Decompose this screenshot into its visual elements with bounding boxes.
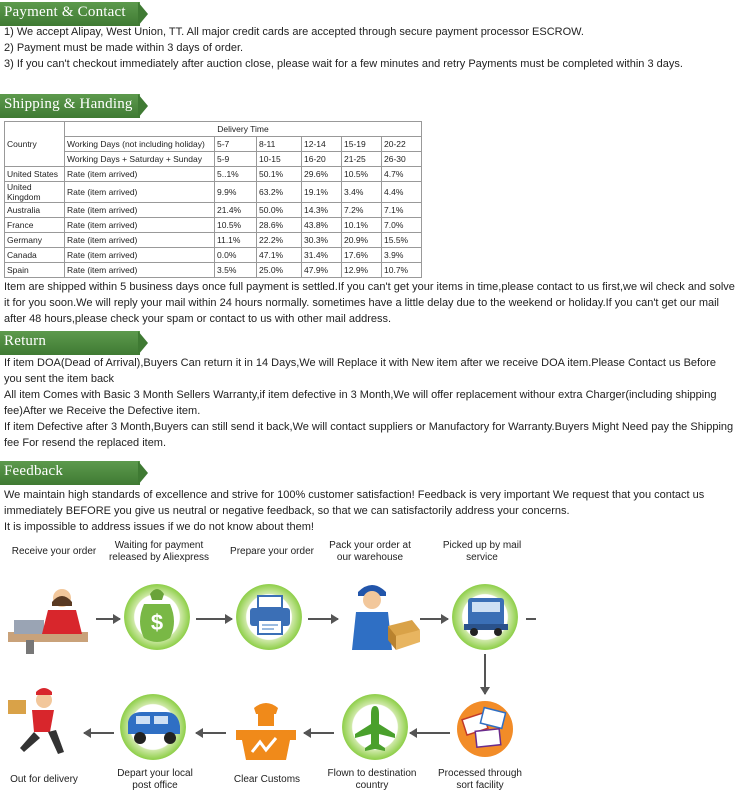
table-cell: 10.7% (382, 263, 422, 278)
customs-officer-icon (232, 700, 300, 764)
payment-section (0, 2, 740, 72)
flow-step-label: Flown to destination country (327, 768, 417, 791)
flow-arrow (96, 618, 120, 620)
table-cell: 50.1% (257, 167, 302, 182)
worker-with-box-icon (344, 578, 422, 654)
flow-arrow (304, 732, 334, 734)
table-cell: 10.5% (342, 167, 382, 182)
table-cell: 21-25 (342, 152, 382, 167)
flow-step (222, 546, 322, 558)
flow-step-label: Receive your order (11, 546, 97, 557)
flow-step (430, 768, 530, 792)
return-line: All item Comes with Basic 3 Month Sellers Warranty,if item defective in 3 Month,We will offer replacement withour extra Charger(including shipping fee)After we Receive the Defective item. (4, 389, 717, 417)
flow-step (434, 540, 530, 564)
table-cell: 20-22 (382, 137, 422, 152)
table-cell: 25.0% (257, 263, 302, 278)
table-cell: 12-14 (302, 137, 342, 152)
return-text (0, 355, 740, 451)
flow-step-label: Out for delivery (10, 774, 78, 785)
table-cell: 5..1% (215, 167, 257, 182)
table-row (5, 122, 422, 137)
order-flow (0, 536, 740, 800)
flow-step-label: Prepare your order (230, 546, 314, 557)
return-line: If item Defective after 3 Month,Buyers can still send it back,We will contact suppliers or Manufactory for Warranty.Buyers Might Need pay the Shipping fee For resend the replaced item. (4, 421, 734, 449)
return-section (0, 331, 740, 451)
table-cell: Working Days (not including holiday) (65, 137, 215, 152)
table-cell: 12.9% (342, 263, 382, 278)
truck-icon (460, 594, 512, 638)
table-row (5, 233, 422, 248)
table-cell: 63.2% (257, 182, 302, 203)
payment-title: Payment & Contact (4, 4, 126, 20)
airplane-icon (350, 702, 400, 752)
table-cell: 7.0% (382, 218, 422, 233)
flow-step-label: Depart your local post office (117, 768, 193, 791)
flow-step (222, 774, 312, 786)
running-courier-icon (4, 688, 74, 764)
return-title: Return (4, 333, 47, 349)
metric-cell: Rate (item arrived) (65, 203, 215, 218)
country-cell: Germany (5, 233, 65, 248)
table-cell: 22.2% (257, 233, 302, 248)
person-at-laptop-icon (6, 580, 92, 656)
table-cell: 26-30 (382, 152, 422, 167)
feedback-line: It is impossible to address issues if we do not know about them! (4, 521, 314, 533)
payment-text (0, 24, 740, 72)
flow-step-label: Pack your order at our warehouse (329, 540, 411, 563)
flow-arrow (410, 732, 450, 734)
payment-header (0, 2, 148, 26)
country-cell: United Kingdom (5, 182, 65, 203)
table-cell: 7.2% (342, 203, 382, 218)
flow-step-label: Clear Customs (233, 774, 301, 785)
country-header: Country (5, 122, 65, 167)
table-cell: 15-19 (342, 137, 382, 152)
shipping-section (0, 94, 740, 327)
payment-line: 2) Payment must be made within 3 days of order. (4, 42, 244, 54)
shipping-note: Item are shipped within 5 business days once full payment is settled.If you can't get your items in time,please contact to us first,we wil check and solve it for you soon.We will reply your mail within 24 hours normally. sometimes have a little delay due to the weekend or holiday.If you can't get our mail after 48 hours,please check your spam or contact to us with other mail address. (4, 281, 735, 325)
metric-cell: Rate (item arrived) (65, 182, 215, 203)
table-cell: Working Days + Saturday + Sunday (65, 152, 215, 167)
feedback-title: Feedback (4, 463, 64, 479)
table-cell: 31.4% (302, 248, 342, 263)
table-row (5, 218, 422, 233)
table-row (5, 203, 422, 218)
flow-step-label: Waiting for payment released by Aliexpress (108, 540, 210, 563)
table-cell: 28.6% (257, 218, 302, 233)
flow-step-label: Picked up by mail service (442, 540, 522, 563)
flow-step (322, 540, 418, 564)
table-row (5, 248, 422, 263)
metric-cell: Rate (item arrived) (65, 167, 215, 182)
van-icon (124, 708, 184, 748)
flow-step (104, 540, 214, 564)
table-row (5, 182, 422, 203)
svg-text:$: $ (150, 610, 164, 635)
table-cell: 4.7% (382, 167, 422, 182)
table-cell: 43.8% (302, 218, 342, 233)
table-cell: 16-20 (302, 152, 342, 167)
table-cell: 20.9% (342, 233, 382, 248)
table-cell: 14.3% (302, 203, 342, 218)
flow-line (526, 618, 536, 620)
return-line: If item DOA(Dead of Arrival),Buyers Can return it in 14 Days,We will Replace it with New item after we receive DOA item.Please Contact us Before you sent the item back (4, 357, 717, 385)
country-cell: Australia (5, 203, 65, 218)
flow-arrow (420, 618, 448, 620)
money-bag-icon (134, 580, 180, 650)
table-row (5, 263, 422, 278)
table-cell: 3.9% (382, 248, 422, 263)
feedback-section (0, 461, 740, 535)
flow-arrow (196, 732, 226, 734)
table-cell: 10.1% (342, 218, 382, 233)
table-cell: 17.6% (342, 248, 382, 263)
table-row (5, 167, 422, 182)
flow-arrow (484, 654, 486, 694)
payment-line: 1) We accept Alipay, West Union, TT. All major credit cards are accepted through secure payment processor ESCROW. (4, 26, 584, 38)
table-cell: 15.5% (382, 233, 422, 248)
table-cell: 47.1% (257, 248, 302, 263)
table-cell: 4.4% (382, 182, 422, 203)
metric-cell: Rate (item arrived) (65, 218, 215, 233)
table-row (5, 152, 422, 167)
shipping-table (4, 121, 422, 278)
metric-cell: Rate (item arrived) (65, 233, 215, 248)
table-cell: 5-7 (215, 137, 257, 152)
return-header (0, 331, 148, 355)
country-cell: France (5, 218, 65, 233)
country-cell: Spain (5, 263, 65, 278)
table-cell: 3.4% (342, 182, 382, 203)
country-cell: Canada (5, 248, 65, 263)
table-cell: 10.5% (215, 218, 257, 233)
feedback-line: We maintain high standards of excellence and strive for 100% customer satisfaction! Feedback is very important We request that you contact us immediately BEFORE you give us neutral or negative feedback, so that we can satisfactorily address your concerns. (4, 489, 705, 517)
flow-step (322, 768, 422, 792)
feedback-header (0, 461, 148, 485)
shipping-title: Shipping & Handing (4, 96, 133, 112)
metric-cell: Rate (item arrived) (65, 263, 215, 278)
table-cell: 9.9% (215, 182, 257, 203)
table-cell: 8-11 (257, 137, 302, 152)
printer-icon (248, 594, 292, 638)
table-cell: 5-9 (215, 152, 257, 167)
payment-line: 3) If you can't checkout immediately after auction close, please wait for a few minutes and retry Payments must be completed within 3 days. (4, 58, 683, 70)
table-cell: 29.6% (302, 167, 342, 182)
table-cell: 19.1% (302, 182, 342, 203)
flow-step-label: Processed through sort facility (438, 768, 522, 791)
flow-step (4, 546, 104, 558)
table-cell: 30.3% (302, 233, 342, 248)
flow-step (4, 774, 84, 786)
shipping-header (0, 94, 148, 118)
flow-arrow (308, 618, 338, 620)
metric-cell: Rate (item arrived) (65, 248, 215, 263)
flow-arrow (196, 618, 232, 620)
table-cell: 7.1% (382, 203, 422, 218)
table-cell: 10-15 (257, 152, 302, 167)
table-cell: 3.5% (215, 263, 257, 278)
table-cell: 11.1% (215, 233, 257, 248)
table-cell: 47.9% (302, 263, 342, 278)
feedback-text (0, 487, 740, 535)
flow-step (110, 768, 200, 792)
delivery-time-header: Delivery Time (65, 122, 422, 137)
table-cell: 50.0% (257, 203, 302, 218)
table-cell: 21.4% (215, 203, 257, 218)
country-cell: United States (5, 167, 65, 182)
table-cell: 0.0% (215, 248, 257, 263)
flow-arrow (84, 732, 114, 734)
envelopes-icon (454, 696, 516, 762)
table-row (5, 137, 422, 152)
